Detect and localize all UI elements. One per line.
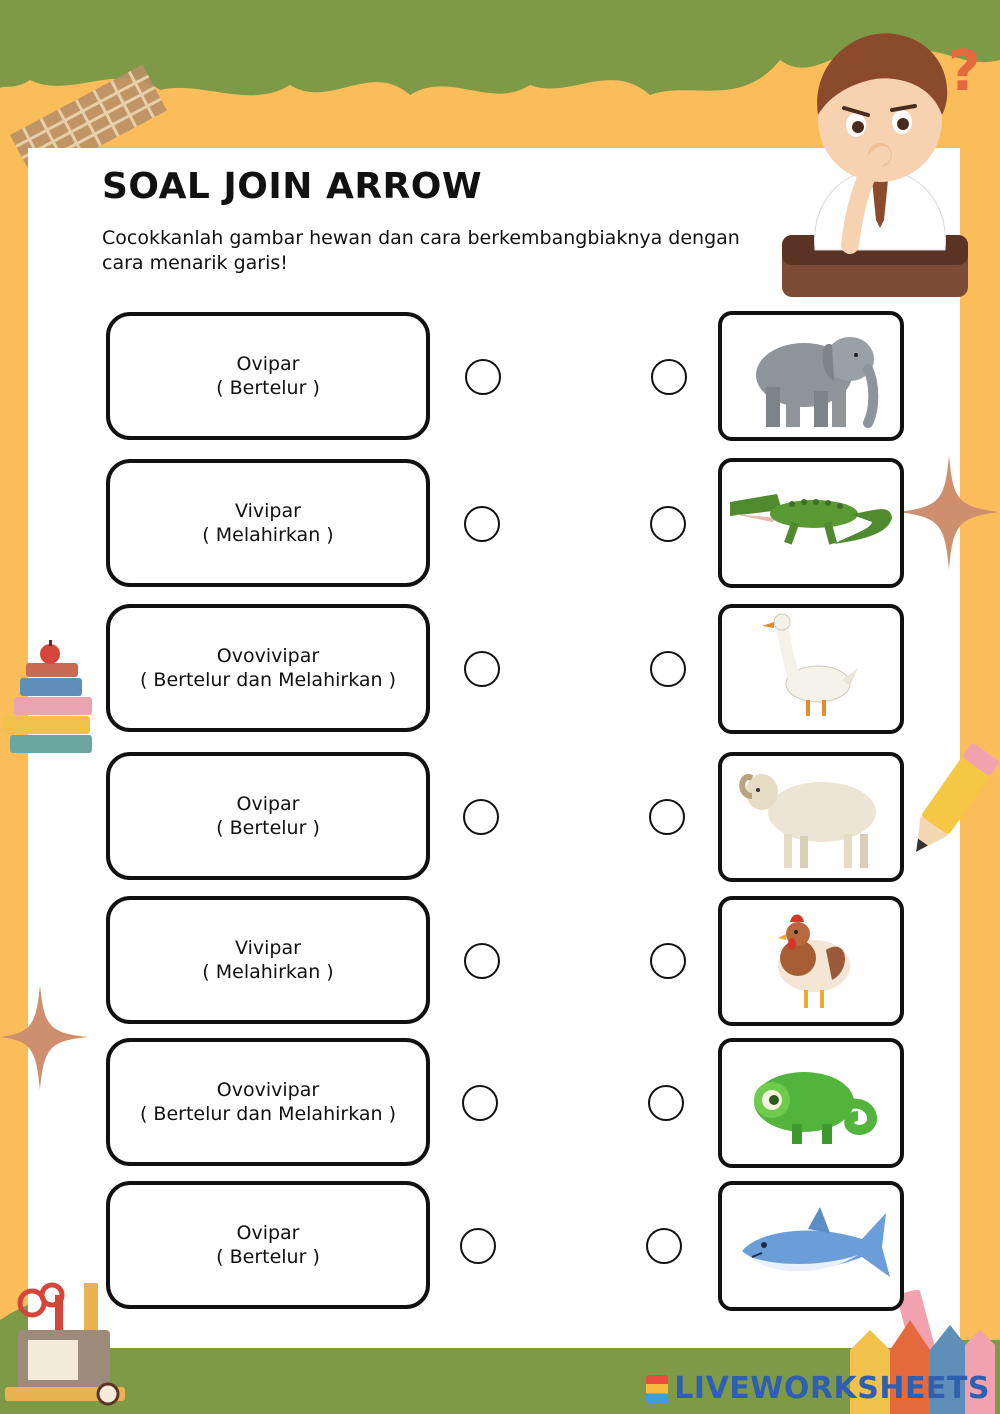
right-connector-dot[interactable] xyxy=(650,651,686,687)
right-connector-dot[interactable] xyxy=(650,943,686,979)
liveworksheets-watermark xyxy=(646,1371,990,1406)
left-connector-dot[interactable] xyxy=(462,1085,498,1121)
category-description: ( Bertelur ) xyxy=(216,1246,320,1268)
animal-box-sheep xyxy=(718,752,904,882)
category-name: Ovipar xyxy=(236,1222,300,1244)
sheep-icon xyxy=(722,756,900,878)
category-box-ovipar xyxy=(106,1181,430,1309)
category-name: Ovipar xyxy=(236,793,300,815)
worksheet-title: SOAL JOIN ARROW xyxy=(102,166,483,207)
category-name: Ovipar xyxy=(236,353,300,375)
category-name: Vivipar xyxy=(235,500,301,522)
right-connector-dot[interactable] xyxy=(650,506,686,542)
left-connector-dot[interactable] xyxy=(460,1228,496,1264)
animal-box-elephant xyxy=(718,311,904,441)
category-name: Ovovivipar xyxy=(216,645,320,667)
elephant-icon xyxy=(722,315,900,437)
animal-box-hen xyxy=(718,896,904,1026)
category-box-vivipar xyxy=(106,459,430,587)
category-box-vivipar xyxy=(106,896,430,1024)
sparkle-icon xyxy=(0,985,88,1090)
left-connector-dot[interactable] xyxy=(464,651,500,687)
category-name: Ovovivipar xyxy=(216,1079,320,1101)
books-illustration xyxy=(0,640,100,760)
category-description: ( Melahirkan ) xyxy=(202,524,334,546)
left-connector-dot[interactable] xyxy=(464,943,500,979)
pencil-illustration xyxy=(900,730,1000,870)
sparkle-icon xyxy=(898,455,1000,570)
worksheet-instruction: Cocokkanlah gambar hewan dan cara berkembangbiaknya dengan cara menarik garis! xyxy=(102,227,740,274)
hen-icon xyxy=(722,900,900,1022)
watermark-text: LIVEWORKSHEETS xyxy=(674,1371,990,1406)
right-connector-dot[interactable] xyxy=(646,1228,682,1264)
left-connector-dot[interactable] xyxy=(464,506,500,542)
category-description: ( Bertelur dan Melahirkan ) xyxy=(139,669,397,691)
category-name: Vivipar xyxy=(235,937,301,959)
right-connector-dot[interactable] xyxy=(649,799,685,835)
liveworksheets-logo-icon xyxy=(646,1375,668,1403)
left-connector-dot[interactable] xyxy=(463,799,499,835)
svg-text:?: ? xyxy=(948,39,981,104)
category-description: ( Bertelur dan Melahirkan ) xyxy=(139,1103,397,1125)
animal-box-shark xyxy=(718,1181,904,1311)
category-box-ovipar xyxy=(106,312,430,440)
thinking-boy-illustration xyxy=(770,20,995,305)
category-description: ( Melahirkan ) xyxy=(202,961,334,983)
right-connector-dot[interactable] xyxy=(651,359,687,395)
right-connector-dot[interactable] xyxy=(648,1085,684,1121)
animal-box-crocodile xyxy=(718,458,904,588)
goose-icon xyxy=(722,608,900,730)
category-box-ovovivipar xyxy=(106,1038,430,1166)
shark-icon xyxy=(722,1185,900,1307)
chameleon-icon xyxy=(722,1042,900,1164)
left-connector-dot[interactable] xyxy=(465,359,501,395)
animal-box-chameleon xyxy=(718,1038,904,1168)
category-box-ovovivipar xyxy=(106,604,430,732)
category-description: ( Bertelur ) xyxy=(216,817,320,839)
animal-box-goose xyxy=(718,604,904,734)
crocodile-icon xyxy=(722,462,900,584)
category-description: ( Bertelur ) xyxy=(216,377,320,399)
category-box-ovipar xyxy=(106,752,430,880)
